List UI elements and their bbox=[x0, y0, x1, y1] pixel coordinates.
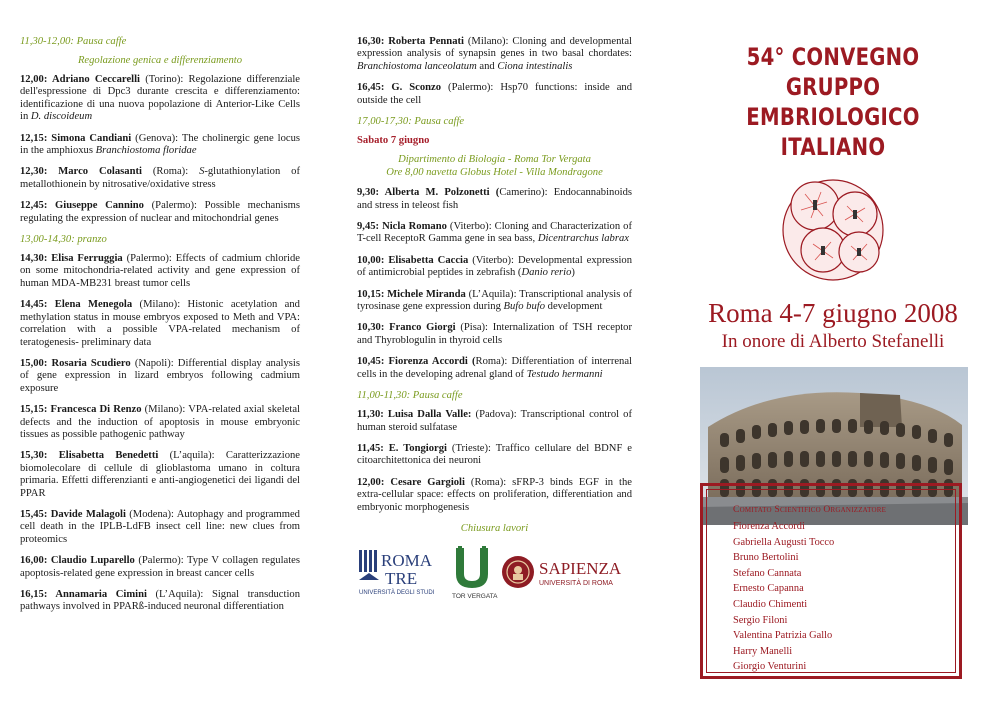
day-heading: Sabato 7 giugno bbox=[357, 135, 430, 147]
committee-member: Sergio Filoni bbox=[733, 614, 788, 626]
talk-entry: 11,30: Luisa Dalla Valle: (Padova): Transcriptional control of human steroid sulfatase bbox=[357, 409, 633, 433]
coffee-break: 17,00-17,30: Pausa caffe bbox=[357, 116, 465, 128]
embryo-cells-emblem-icon bbox=[763, 170, 903, 288]
talk-entry: 12,45: Giuseppe Cannino (Palermo): Possible mechanisms regulating the expression of nuclear and mitochondrial genes bbox=[20, 200, 300, 224]
program-column-1 bbox=[20, 36, 300, 623]
session-title: Regolazione genica e differenziamento bbox=[77, 55, 243, 66]
roma-tre-logo-text-c: UNIVERSITÀ DEGLI STUDI bbox=[359, 589, 435, 596]
committee-member: Bruno Bertolini bbox=[733, 552, 799, 564]
committee-member: Ernesto Capanna bbox=[733, 583, 804, 595]
talk-entry: 10,15: Michele Miranda (L’Aquila): Transcriptional analysis of tyrosinase gene expression during Bufo bufo development bbox=[357, 288, 632, 313]
event-date-location: Roma 4-7 giugno 2008 bbox=[708, 298, 958, 328]
conference-title-line-1: 54° CONVEGNO GRUPPO bbox=[746, 43, 920, 101]
roma-tre-logo-text-b: TRE bbox=[385, 568, 418, 588]
talk-entry: 9,45: Nicla Romano (Viterbo): Cloning and Characterization of T-cell ReceptoR Gamma gene in sea bass, Dicentrarchus labrax bbox=[357, 221, 632, 245]
talk-entry: 14,30: Elisa Ferruggia (Palermo): Effects of cadmium chloride on some mitochondria-related activity and gene expression of human MDA-MB231 breast tumor cells bbox=[20, 253, 300, 289]
coffee-break: 11,00-11,30: Pausa caffe bbox=[357, 390, 463, 402]
talk-entry: 12,00: Cesare Gargioli (Roma): sFRP-3 binds EGF in the extra-cellular space: effects on proliferation, differentiation and embryonic morphogenesis bbox=[357, 476, 632, 513]
talk-entry: 12,30: Marco Colasanti (Roma): S-glutathionylation of metallothionein by nitrosative/oxidative stress bbox=[20, 166, 300, 190]
talk-entry: 16,00: Claudio Luparello (Palermo): Type V collagen regulates apoptosis-related gene expression in breast cancer cells bbox=[20, 555, 300, 579]
cover-column bbox=[694, 36, 972, 525]
lunch-break: 13,00-14,30: pranzo bbox=[20, 234, 107, 246]
committee-title: Comitato Scientifico Organizzatore bbox=[733, 504, 887, 515]
talk-entry: 16,15: Annamaria Cimini (L’Aquila): Signal transduction pathways involved in PPARß-induced neuronal differentiation bbox=[20, 589, 300, 613]
committee-member: Giorgio Venturini bbox=[733, 661, 807, 673]
talk-entry: 15,00: Rosaria Scudiero (Napoli): Differential display analysis of gene expression in lizard embryos following cadmium exposure bbox=[20, 357, 300, 394]
shuttle-info: Ore 8,00 navetta Globus Hotel - Villa Mondragone bbox=[386, 166, 603, 178]
committee-member: Stefano Cannata bbox=[733, 567, 802, 579]
sapienza-seal-icon bbox=[500, 554, 536, 590]
sapienza-logo-text-a: SAPIENZA bbox=[538, 558, 622, 578]
talk-entry: 12,00: Adriano Ceccarelli (Torino): Regolazione differenziale dell'espressione di Dpc3 durante crescita e differenziamento: identificazione di una nuova popolazione di Anterior-Like Cells in D. discoideum bbox=[20, 74, 300, 123]
committee-member: Fiorenza Accordi bbox=[733, 521, 805, 532]
conference-title bbox=[719, 42, 947, 162]
talk-entry: 14,45: Elena Menegola (Milano): Histonic acetylation and methylation status in mouse embryos exposed to Meth and VPA: correlation with a possible VPA-related mechanism of teratogenesis- preliminary data bbox=[20, 299, 300, 348]
program-column-2 bbox=[357, 36, 632, 600]
talk-entry: 15,45: Davide Malagoli (Modena): Autophagy and programmed cell death in the IPLB-LdFB insect cell line: new clues from proteomics bbox=[20, 508, 300, 545]
talk-entry: 9,30: Alberta M. Polzonetti (Camerino): Endocannabinoids and stress in teleost fish bbox=[357, 187, 632, 211]
talk-entry: 10,45: Fiorenza Accordi (Roma): Differentiation of interrenal cells in the developing adrenal gland of Testudo hermanni bbox=[357, 356, 632, 380]
coffee-break: 11,30-12,00: Pausa caffe bbox=[20, 36, 127, 47]
committee-member: Valentina Patrizia Gallo bbox=[733, 630, 833, 642]
talk-entry: 15,30: Elisabetta Benedetti (L’aquila): Caratterizzazione biomolecolare di cellule di glioblastoma umano in coltura primaria. Effetti differenzianti e anti-angiogenetici dei ligandi del PPAR bbox=[20, 450, 300, 499]
roma-tre-logo-text-a: ROMA bbox=[381, 550, 433, 570]
tor-vergata-logo-text: TOR VERGATA bbox=[452, 592, 498, 600]
roma-tre-logo bbox=[357, 546, 445, 598]
sapienza-logo-text-b: UNIVERSITÀ DI ROMA bbox=[538, 579, 613, 587]
talk-entry: 11,45: E. Tongiorgi (Trieste): Traffico cellulare del BDNF e citoarchitettonica dei neuroni bbox=[357, 442, 632, 467]
talk-entry: 15,15: Francesca Di Renzo (Milano): VPA-related axial skeletal defects and the induction of apoptosis in mouse embryonic tissues as possible pathogenic pathway bbox=[20, 404, 300, 440]
talk-entry: 10,00: Elisabetta Caccia (Viterbo): Developmental expression of antimicrobial peptides in zebrafish (Danio rerio) bbox=[357, 254, 632, 279]
university-logos bbox=[357, 544, 627, 600]
closing-note: Chiusura lavori bbox=[460, 522, 529, 534]
talk-entry: 16,30: Roberta Pennati (Milano): Cloning and developmental expression analysis of synapsin genes in two basal chordates: Branchiostoma lanceolatum and Ciona intestinalis bbox=[357, 36, 632, 72]
dedication: In onore di Alberto Stefanelli bbox=[721, 331, 945, 352]
tor-vergata-logo bbox=[446, 544, 498, 600]
organizing-committee-box bbox=[700, 483, 962, 679]
venue-info bbox=[357, 154, 632, 179]
talk-entry: 12,15: Simona Candiani (Genova): The cholinergic gene locus in the amphioxus Branchiostoma floridae bbox=[20, 132, 300, 157]
talk-entry: 16,45: G. Sconzo (Palermo): Hsp70 functions: inside and outside the cell bbox=[357, 82, 632, 106]
committee-member: Harry Manelli bbox=[733, 645, 793, 657]
sapienza-logo bbox=[537, 554, 627, 590]
conference-title-line-2: EMBRIOLOGICO ITALIANO bbox=[746, 103, 920, 161]
committee-member: Gabriella Augusti Tocco bbox=[733, 536, 835, 548]
committee-member: Claudio Chimenti bbox=[733, 598, 808, 610]
venue-location: Dipartimento di Biologia - Roma Tor Vergata bbox=[398, 154, 591, 166]
talk-entry: 10,30: Franco Giorgi (Pisa): Internalization of TSH receptor and Thyroblogulin in thyroid cells bbox=[357, 322, 633, 346]
